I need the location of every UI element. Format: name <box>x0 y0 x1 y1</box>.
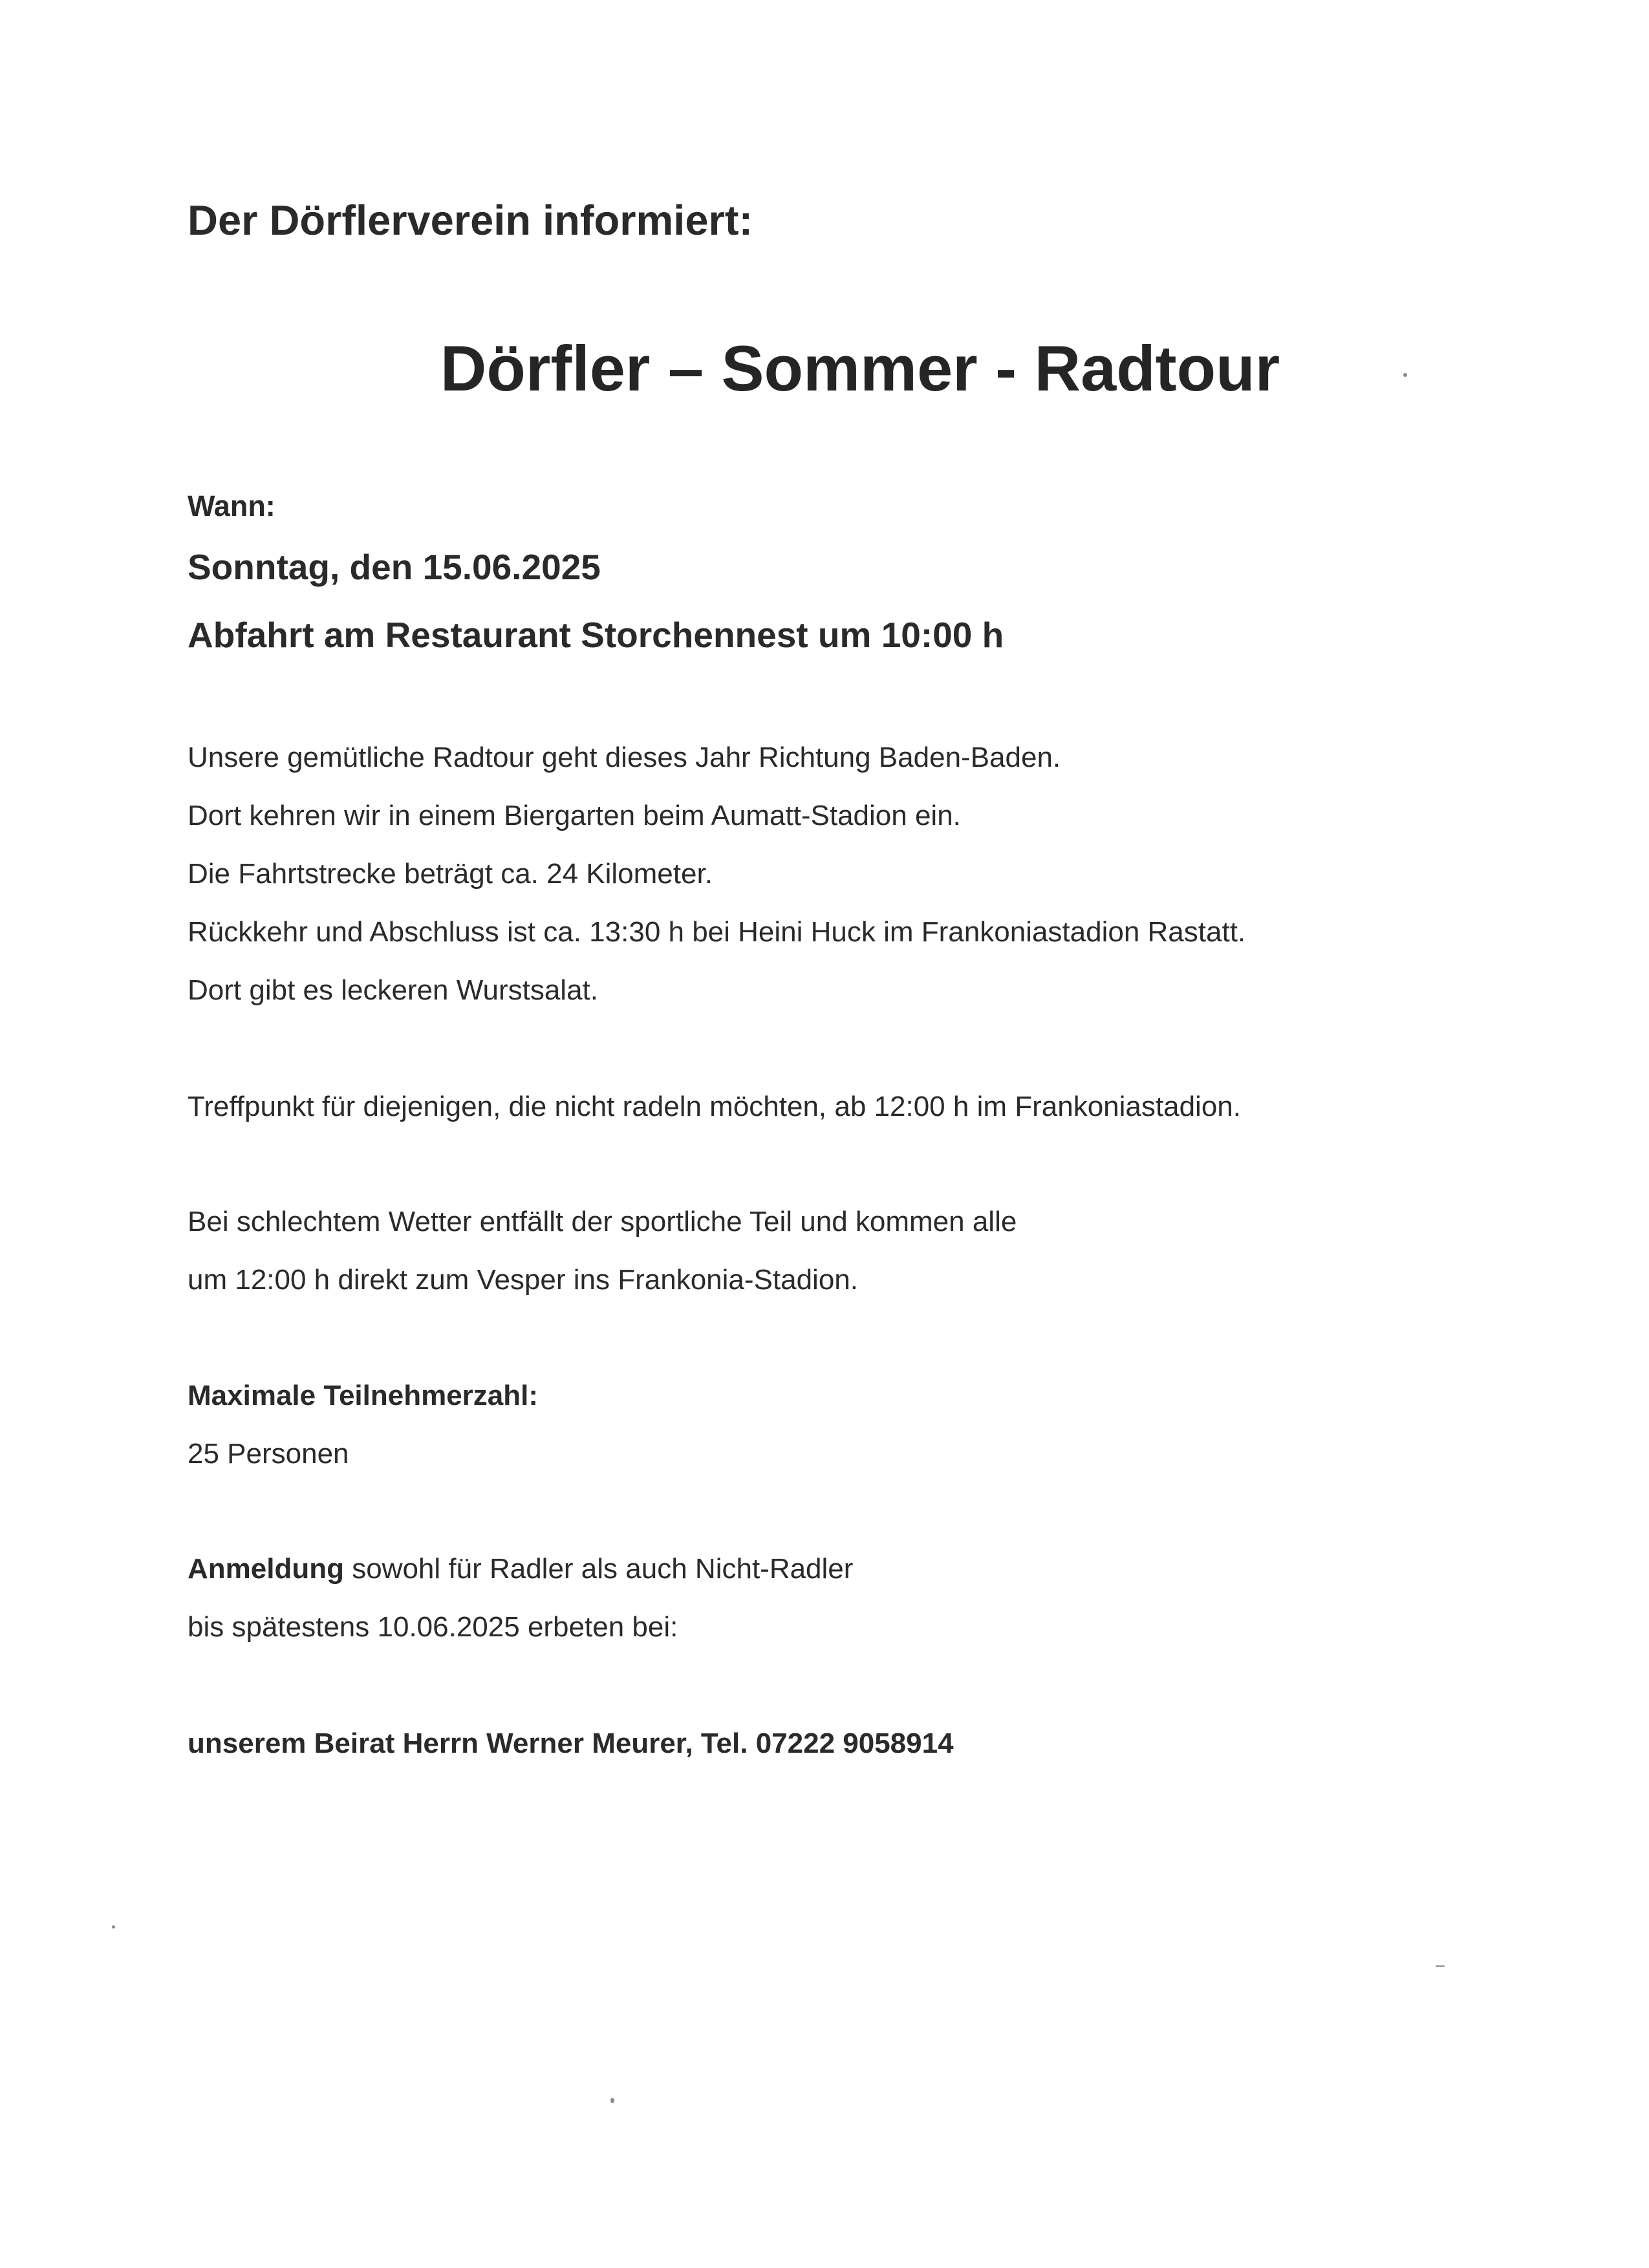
description-line-1: Unsere gemütliche Radtour geht dieses Jahr Richtung Baden-Baden. <box>188 742 1061 773</box>
registration-line-2: bis spätestens 10.06.2025 erbeten bei: <box>188 1611 678 1643</box>
max-participants-label: Maximale Teilnehmerzahl: <box>188 1380 539 1411</box>
page-title: Dörfler – Sommer - Radtour <box>440 332 1280 404</box>
description-line-2: Dort kehren wir in einem Biergarten beim Aumatt-Stadion ein. <box>188 800 961 831</box>
scan-speck <box>1403 373 1407 377</box>
registration-line-1 <box>188 1555 853 1583</box>
meeting-point: Treffpunkt für diejenigen, die nicht radeln möchten, ab 12:00 h im Frankoniastadion. <box>188 1091 1241 1122</box>
registration-line-1-rest: sowohl für Radler als auch Nicht-Radler <box>343 1553 854 1585</box>
scan-speck <box>610 2098 614 2103</box>
event-date: Sonntag, den 15.06.2025 <box>188 547 601 587</box>
bad-weather-line-2: um 12:00 h direkt zum Vesper ins Frankonia-Stadion. <box>188 1264 858 1296</box>
description-line-5: Dort gibt es leckeren Wurstsalat. <box>188 974 598 1006</box>
club-header: Der Dörflerverein informiert: <box>188 197 753 244</box>
departure-info: Abfahrt am Restaurant Storchennest um 10:00 h <box>188 615 1004 655</box>
registration-label: Anmeldung <box>188 1553 344 1585</box>
description-line-3: Die Fahrtstrecke beträgt ca. 24 Kilometer. <box>188 858 713 890</box>
scan-speck <box>1436 1965 1445 1967</box>
description-line-4: Rückkehr und Abschluss ist ca. 13:30 h bei Heini Huck im Frankoniastadion Rastatt. <box>188 916 1246 948</box>
max-participants-value: 25 Personen <box>188 1438 349 1470</box>
bad-weather-line-1: Bei schlechtem Wetter entfällt der sportliche Teil und kommen alle <box>188 1206 1017 1237</box>
when-label: Wann: <box>188 489 275 522</box>
scan-speck <box>112 1925 115 1929</box>
contact-info: unserem Beirat Herrn Werner Meurer, Tel. 07222 9058914 <box>188 1728 954 1759</box>
